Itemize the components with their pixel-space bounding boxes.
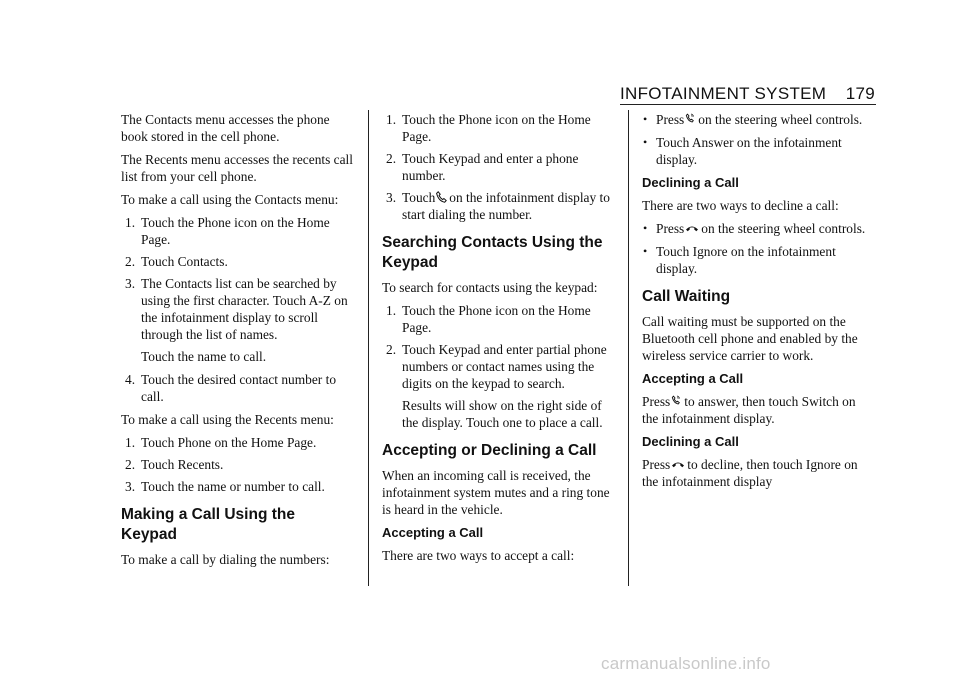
column-1	[121, 111, 353, 574]
paragraph: To make a call by dialing the numbers:	[121, 552, 330, 567]
list-item-text: The Contacts list can be searched by using the first character. Touch A-Z on the infotainment display to scroll through the list of names.	[141, 276, 348, 342]
subsection-heading: Accepting a Call	[382, 525, 484, 540]
section-heading: Searching Contacts Using the Keypad	[382, 234, 603, 271]
paragraph: To search for contacts using the keypad:	[382, 280, 598, 295]
list-item-text: Touch	[402, 190, 436, 205]
section-heading: Making a Call Using the Keypad	[121, 506, 295, 543]
list-item-text: on the infotainment display to start dialing the number.	[402, 190, 610, 222]
list-item-text: Touch Keypad and enter a phone number.	[402, 151, 579, 183]
column-divider	[628, 110, 629, 586]
bullet-text: Touch Ignore on the infotainment display.	[656, 244, 836, 276]
section-title: INFOTAINMENT SYSTEM	[620, 84, 827, 103]
paragraph	[642, 393, 874, 427]
paragraph: The Recents menu accesses the recents call list from your cell phone.	[121, 152, 353, 184]
paragraph-text: Press	[642, 457, 671, 472]
list-item	[121, 478, 353, 495]
list-item	[121, 434, 353, 451]
bullet-text: Press	[656, 112, 685, 127]
list-sub-paragraph: Results will show on the right side of the display. Touch one to place a call.	[402, 398, 603, 430]
subsection-heading: Declining a Call	[642, 175, 739, 190]
list-item	[382, 150, 614, 184]
list-item	[121, 253, 353, 270]
paragraph: When an incoming call is received, the infotainment system mutes and a ring tone is heard in the vehicle.	[382, 468, 610, 517]
bullet-text: Press	[656, 221, 685, 236]
paragraph: To make a call using the Contacts menu:	[121, 192, 339, 207]
bullet-item	[642, 243, 874, 277]
list-number: 2.	[386, 151, 397, 166]
bullet-item	[642, 220, 874, 237]
end-call-icon	[685, 222, 699, 234]
list-item-text: Touch the desired contact number to call.	[141, 372, 337, 404]
bullet-text: on the steering wheel controls.	[698, 112, 863, 127]
list-sub-paragraph: Touch the name to call.	[141, 349, 267, 364]
list-item	[382, 189, 614, 223]
numbered-list	[382, 111, 614, 223]
paragraph: There are two ways to accept a call:	[382, 548, 575, 563]
list-item	[121, 456, 353, 473]
paragraph-text: to decline, then touch Ignore on the infotainment display	[642, 457, 858, 489]
page-number: 179	[845, 84, 875, 103]
list-number: 1.	[386, 112, 397, 127]
section-heading: Accepting or Declining a Call	[382, 442, 597, 459]
phone-call-icon	[436, 191, 447, 203]
paragraph: The Contacts menu accesses the phone book stored in the cell phone.	[121, 112, 330, 144]
paragraph: There are two ways to decline a call:	[642, 198, 839, 213]
numbered-list	[121, 434, 353, 495]
list-item	[382, 341, 614, 392]
bullet-item	[642, 111, 874, 128]
bullet-text: on the steering wheel controls.	[701, 221, 866, 236]
column-divider	[368, 110, 369, 586]
bullet-item	[642, 134, 874, 168]
list-number: 1.	[125, 435, 136, 450]
subsection-heading: Accepting a Call	[642, 371, 744, 386]
list-item-text: Touch Keypad and enter partial phone numbers or contact names using the digits on the keypad to search.	[402, 342, 607, 391]
list-item	[121, 214, 353, 248]
list-number: 2.	[386, 342, 397, 357]
list-number: 2.	[125, 254, 136, 269]
paragraph: Call waiting must be supported on the Bluetooth cell phone and enabled by the wireless service carrier to work.	[642, 314, 858, 363]
list-number: 4.	[125, 372, 136, 387]
list-item-text: Touch Contacts.	[141, 254, 228, 269]
list-number: 1.	[125, 215, 136, 230]
list-item-text: Touch the Phone icon on the Home Page.	[141, 215, 330, 247]
list-item	[382, 302, 614, 336]
list-item	[121, 275, 353, 343]
paragraph: To make a call using the Recents menu:	[121, 412, 334, 427]
paragraph-text: Press	[642, 394, 671, 409]
bullet: •	[643, 112, 648, 126]
list-item-text: Touch the name or number to call.	[141, 479, 325, 494]
end-call-icon	[671, 458, 685, 470]
section-heading: Call Waiting	[642, 288, 731, 305]
column-2	[382, 111, 614, 570]
subsection-heading: Declining a Call	[642, 434, 739, 449]
push-to-talk-icon	[685, 113, 696, 125]
list-item	[121, 371, 353, 405]
list-number: 1.	[386, 303, 397, 318]
numbered-list	[121, 214, 353, 405]
header-rule	[620, 104, 876, 105]
bullet-text: Touch Answer on the infotainment display.	[656, 135, 842, 167]
push-to-talk-icon	[671, 395, 682, 407]
list-number: 3.	[386, 190, 397, 205]
watermark: carmanualsonline.info	[601, 654, 771, 673]
list-item-text: Touch Recents.	[141, 457, 224, 472]
list-number: 3.	[125, 479, 136, 494]
bullet: •	[643, 135, 648, 149]
list-item-text: Touch the Phone icon on the Home Page.	[402, 112, 591, 144]
list-number: 3.	[125, 276, 136, 291]
bullet: •	[643, 244, 648, 258]
paragraph	[642, 456, 874, 490]
bullet: •	[643, 221, 648, 235]
page-header	[620, 80, 875, 106]
numbered-list	[382, 302, 614, 431]
list-item-text: Touch the Phone icon on the Home Page.	[402, 303, 591, 335]
list-number: 2.	[125, 457, 136, 472]
column-3	[642, 111, 874, 496]
list-item-text: Touch Phone on the Home Page.	[141, 435, 317, 450]
paragraph-text: to answer, then touch Switch on the infotainment display.	[642, 394, 856, 426]
list-item	[382, 111, 614, 145]
